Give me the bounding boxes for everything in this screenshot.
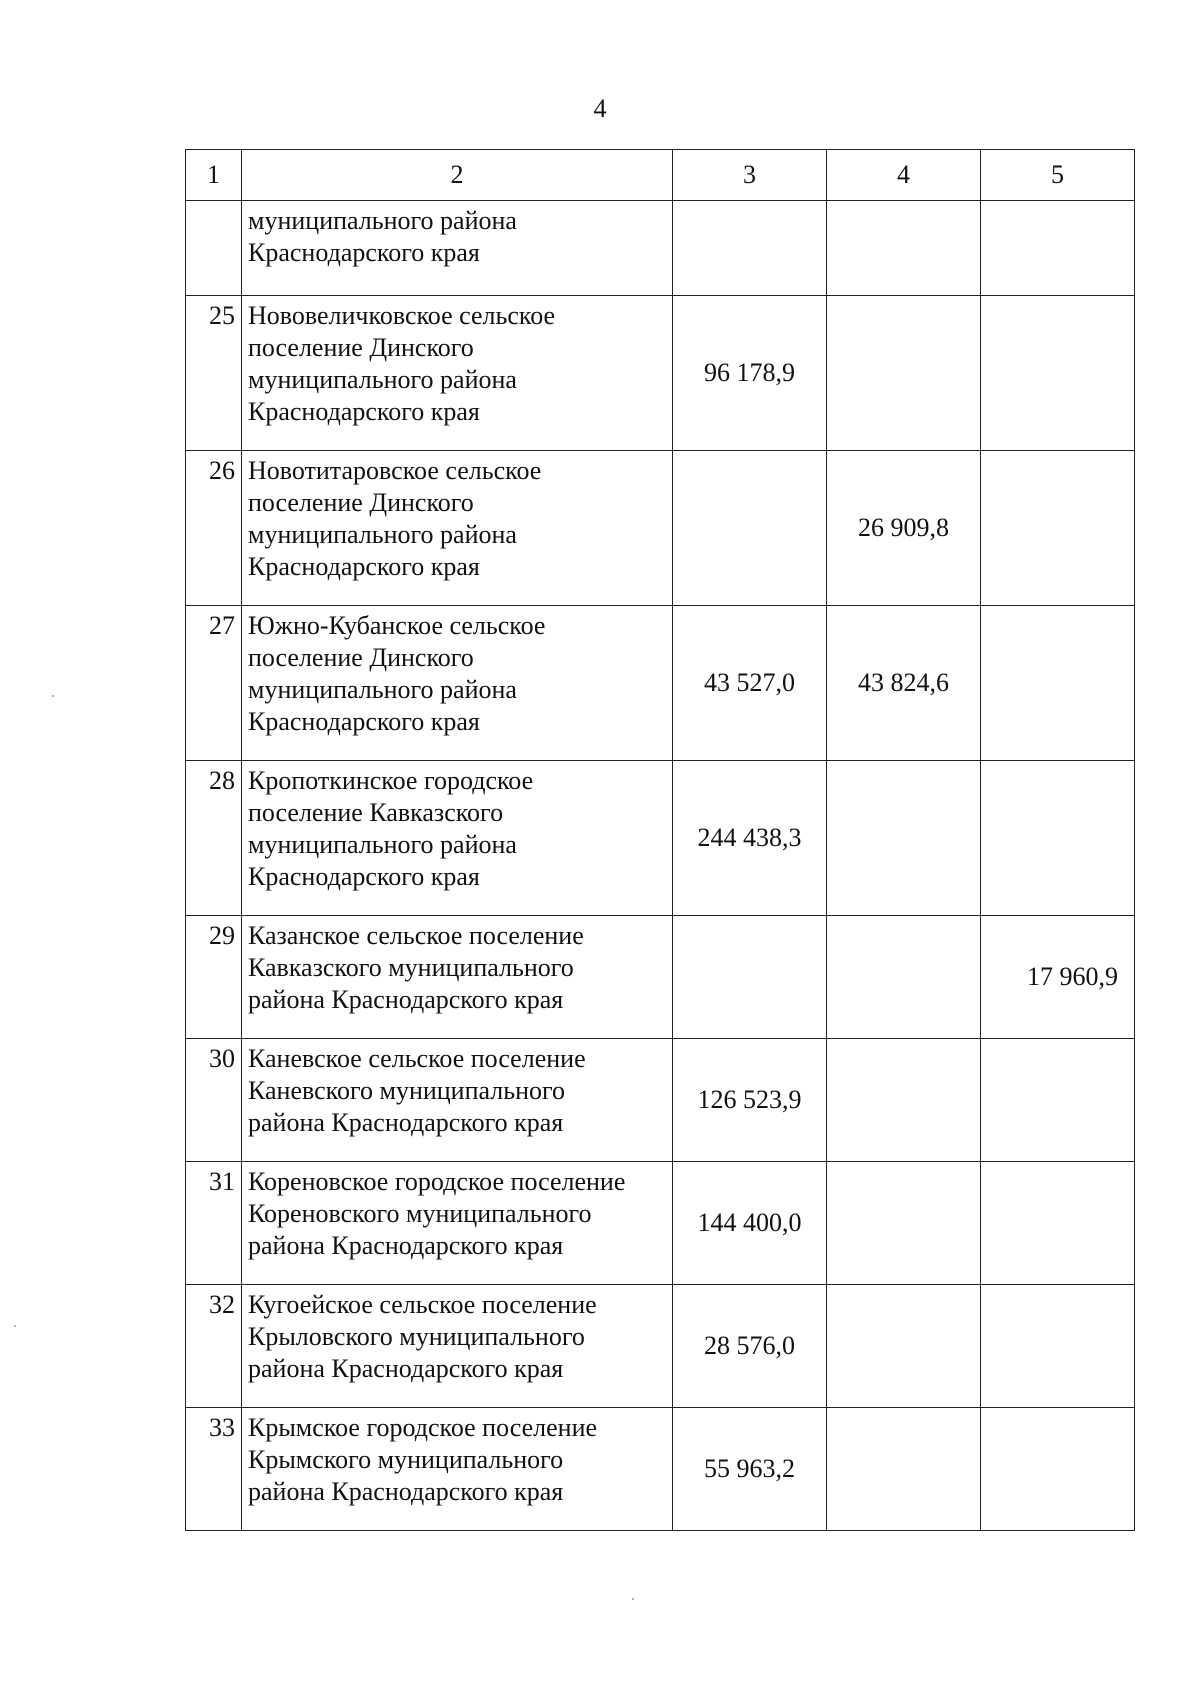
- table-row: [186, 606, 1135, 761]
- value-col4: [827, 916, 981, 1039]
- value-col3: [673, 451, 827, 606]
- allocation-table: [185, 149, 1135, 1531]
- name-line: муниципального района: [248, 365, 517, 394]
- municipality-name: [242, 1285, 673, 1408]
- value-col3: 28 576,0: [673, 1285, 827, 1408]
- value-col3: 126 523,9: [673, 1039, 827, 1162]
- value-col5: [981, 1162, 1135, 1285]
- value-col5: [981, 1039, 1135, 1162]
- name-line: муниципального района: [248, 520, 517, 549]
- name-line: муниципального района: [248, 206, 517, 235]
- table-row: [186, 201, 1135, 296]
- name-line: Кавказского муниципального: [248, 953, 574, 982]
- municipality-name: [242, 1162, 673, 1285]
- table-row: [186, 1162, 1135, 1285]
- name-line: Новотитаровское сельское: [248, 456, 542, 485]
- value-col4: 26 909,8: [827, 451, 981, 606]
- value-col5: [981, 761, 1135, 916]
- value-col5: [981, 201, 1135, 296]
- municipality-name: [242, 451, 673, 606]
- name-line: Кореновское городское поселение: [248, 1167, 626, 1196]
- name-line: Краснодарского края: [248, 707, 480, 736]
- name-line: Краснодарского края: [248, 552, 480, 581]
- value-col4: [827, 761, 981, 916]
- value-col5: [981, 1285, 1135, 1408]
- name-line: поселение Динского: [248, 488, 474, 517]
- column-header: 2: [242, 150, 673, 201]
- row-number: 29: [186, 916, 242, 1039]
- name-line: поселение Динского: [248, 643, 474, 672]
- value-col4: [827, 296, 981, 451]
- row-number: 30: [186, 1039, 242, 1162]
- column-header: 1: [186, 150, 242, 201]
- value-col3: 55 963,2: [673, 1408, 827, 1531]
- name-line: Крыловского муниципального: [248, 1322, 585, 1351]
- name-line: поселение Динского: [248, 333, 474, 362]
- name-line: Казанское сельское поселение: [248, 921, 584, 950]
- value-col5: [981, 1408, 1135, 1531]
- name-line: Крымское городское поселение: [248, 1413, 598, 1442]
- value-col4: [827, 1285, 981, 1408]
- municipality-name: [242, 296, 673, 451]
- name-line: Краснодарского края: [248, 238, 480, 267]
- table-row: [186, 296, 1135, 451]
- table-header-row: [186, 150, 1135, 201]
- value-col5: [981, 606, 1135, 761]
- name-line: Кропоткинское городское: [248, 766, 534, 795]
- value-col3: 244 438,3: [673, 761, 827, 916]
- table-row: [186, 916, 1135, 1039]
- column-header: 5: [981, 150, 1135, 201]
- name-line: Краснодарского края: [248, 862, 480, 891]
- value-col4: [827, 1039, 981, 1162]
- column-header: 4: [827, 150, 981, 201]
- table-row: [186, 1408, 1135, 1531]
- name-line: Кореновского муниципального: [248, 1199, 592, 1228]
- name-line: района Краснодарского края: [248, 985, 564, 1014]
- value-col3: [673, 916, 827, 1039]
- table-row: [186, 451, 1135, 606]
- value-col3: 43 527,0: [673, 606, 827, 761]
- row-number: 32: [186, 1285, 242, 1408]
- row-number: 26: [186, 451, 242, 606]
- scan-speck: [52, 695, 54, 697]
- table-row: [186, 1039, 1135, 1162]
- table-row: [186, 761, 1135, 916]
- name-line: Каневского муниципального: [248, 1076, 566, 1105]
- municipality-name: [242, 1039, 673, 1162]
- value-col5: 17 960,9: [981, 916, 1135, 1039]
- row-number: 28: [186, 761, 242, 916]
- value-col3: [673, 201, 827, 296]
- municipality-name: [242, 201, 673, 296]
- row-number: [186, 201, 242, 296]
- table-row: [186, 1285, 1135, 1408]
- value-col4: [827, 1408, 981, 1531]
- value-col4: [827, 1162, 981, 1285]
- column-header: 3: [673, 150, 827, 201]
- municipality-name: [242, 606, 673, 761]
- name-line: Кугоейское сельское поселение: [248, 1290, 597, 1319]
- value-col3: 144 400,0: [673, 1162, 827, 1285]
- value-col3: 96 178,9: [673, 296, 827, 451]
- name-line: Каневское сельское поселение: [248, 1044, 586, 1073]
- name-line: района Краснодарского края: [248, 1108, 564, 1137]
- name-line: Краснодарского края: [248, 397, 480, 426]
- name-line: муниципального района: [248, 830, 517, 859]
- municipality-name: [242, 1408, 673, 1531]
- row-number: 25: [186, 296, 242, 451]
- municipality-name: [242, 916, 673, 1039]
- scan-speck: [632, 1598, 634, 1600]
- scan-speck: [14, 1325, 16, 1327]
- row-number: 33: [186, 1408, 242, 1531]
- value-col4: [827, 201, 981, 296]
- name-line: Нововеличковское сельское: [248, 301, 556, 330]
- name-line: района Краснодарского края: [248, 1231, 564, 1260]
- value-col5: [981, 451, 1135, 606]
- page-number: 4: [593, 94, 607, 123]
- row-number: 31: [186, 1162, 242, 1285]
- name-line: района Краснодарского края: [248, 1477, 564, 1506]
- name-line: района Краснодарского края: [248, 1354, 564, 1383]
- name-line: Южно-Кубанское сельское: [248, 611, 546, 640]
- name-line: поселение Кавказского: [248, 798, 504, 827]
- municipality-name: [242, 761, 673, 916]
- name-line: Крымского муниципального: [248, 1445, 564, 1474]
- value-col5: [981, 296, 1135, 451]
- name-line: муниципального района: [248, 675, 517, 704]
- value-col4: 43 824,6: [827, 606, 981, 761]
- row-number: 27: [186, 606, 242, 761]
